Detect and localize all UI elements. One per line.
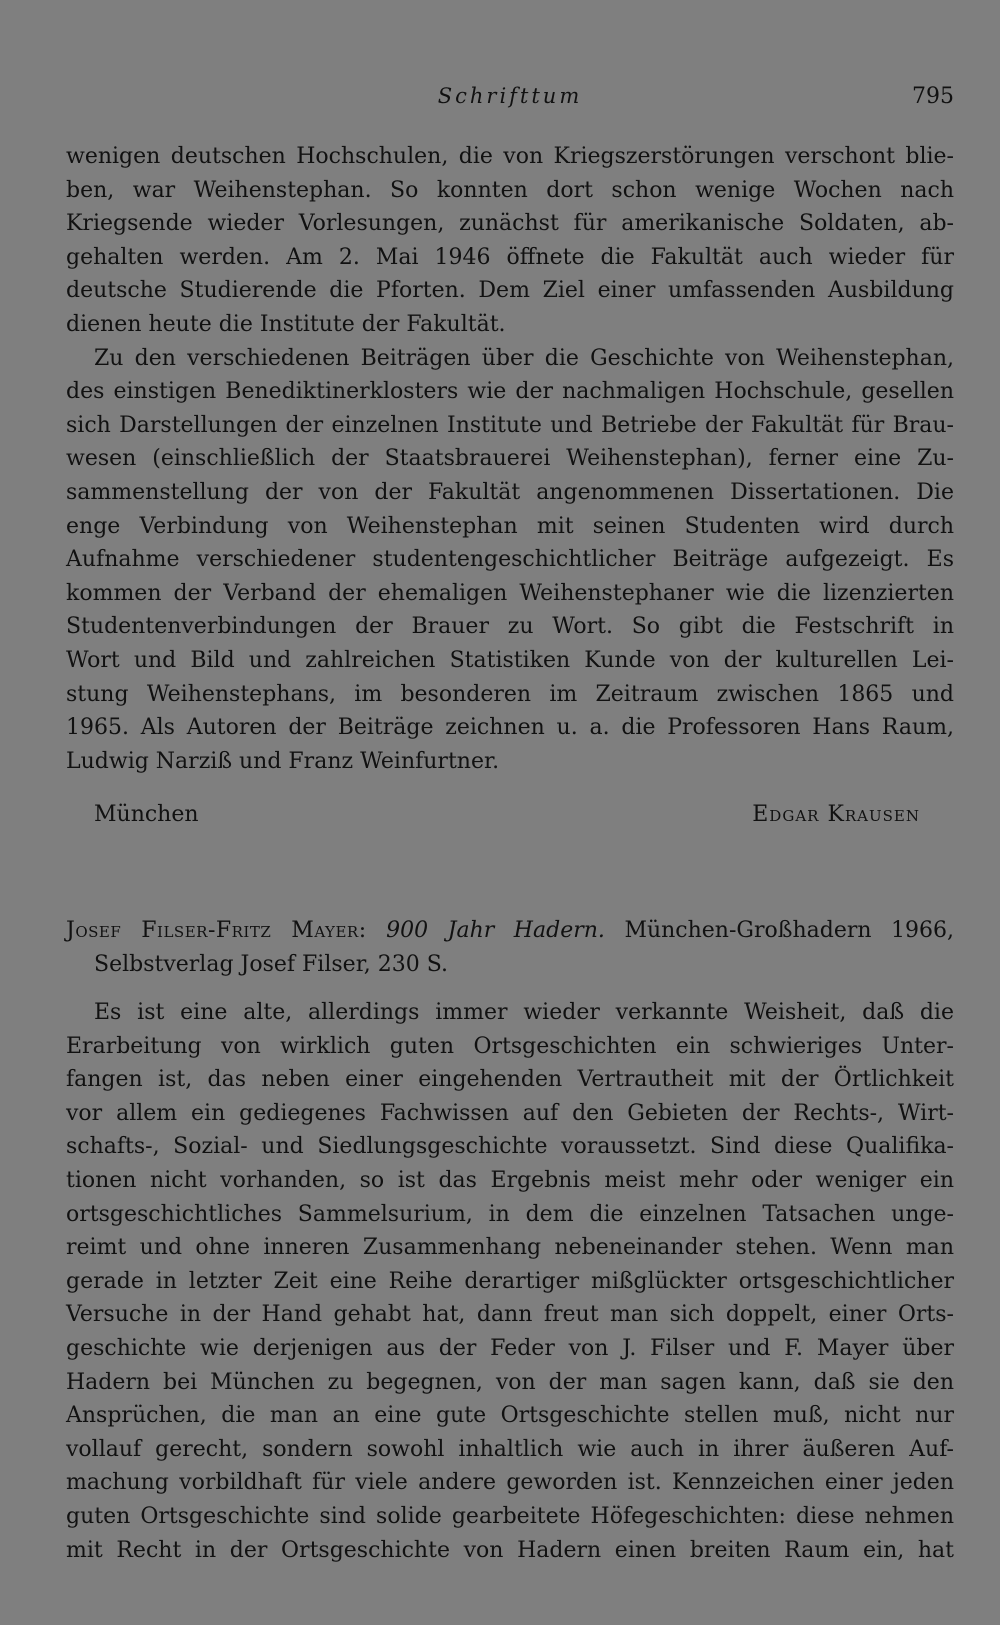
signoff-author: Edgar Krausen: [752, 802, 920, 827]
text-line: des einstigen Benediktinerklosters wie der nachmaligen Hochschule, gesellen: [66, 379, 954, 405]
text-line: fangen ist, das neben einer eingehenden Vertrautheit mit der Örtlichkeit: [66, 1067, 954, 1093]
text-line: guten Ortsgeschichte sind solide gearbeitete Höfegeschichten: diese nehmen: [66, 1503, 954, 1529]
running-title: Schrifttum: [437, 84, 583, 108]
text-line: enge Verbindung von Weihenstephan mit seinen Studenten wird durch: [66, 513, 954, 539]
text-line: ben, war Weihenstephan. So konnten dort schon wenige Wochen nach: [66, 177, 954, 203]
text-line: geschichte wie derjenigen aus der Feder von J. Filser und F. Mayer über: [66, 1335, 954, 1361]
text-line: 1965. Als Autoren der Beiträge zeichnen u. a. die Professoren Hans Raum,: [66, 715, 954, 741]
page-header: [66, 84, 954, 116]
text-line: wesen (einschließlich der Staatsbrauerei Weihenstephan), ferner eine Zu-: [66, 446, 954, 472]
text-line: vollauf gerecht, sondern sowohl inhaltlich wie auch in ihrer äußeren Auf-: [66, 1436, 954, 1462]
text-line: Ansprüchen, die man an eine gute Ortsgeschichte stellen muß, nicht nur: [66, 1403, 954, 1429]
text-line: Versuche in der Hand gehabt hat, dann freut man sich doppelt, einer Orts-: [66, 1302, 954, 1328]
text-line: dienen heute die Institute der Fakultät.: [66, 311, 506, 337]
text-line: Hadern bei München zu begegnen, von der man sagen kann, daß sie den: [66, 1369, 954, 1395]
page-number: 795: [912, 84, 954, 109]
text-line: mit Recht in der Ortsgeschichte von Hadern einen breiten Raum ein, hat: [66, 1537, 954, 1563]
signoff-place: München: [94, 802, 199, 827]
text-line: gehalten werden. Am 2. Mai 1946 öffnete die Fakultät auch wieder für: [66, 244, 954, 270]
citation-line: [66, 914, 954, 948]
text-line: Zu den verschiedenen Beiträgen über die Geschichte von Weihenstephan,: [94, 345, 954, 371]
review-two-body: [66, 996, 954, 1567]
text-line: sich Darstellungen der einzelnen Institute und Betriebe der Fakultät für Brau-: [66, 412, 954, 438]
text-line: reimt und ohne inneren Zusammenhang nebeneinander stehen. Wenn man: [66, 1235, 954, 1261]
text-line: deutsche Studierende die Pforten. Dem Ziel einer umfassenden Ausbildung: [66, 278, 954, 304]
text-line: stung Weihenstephans, im besonderen im Zeitraum zwischen 1865 und: [66, 681, 954, 707]
review-two-citation: [66, 914, 954, 981]
citation-authors: Josef Filser-Fritz Mayer:: [66, 918, 367, 943]
text-line: Studentenverbindungen der Brauer zu Wort. So gibt die Festschrift in: [66, 614, 954, 640]
text-line: Wort und Bild und zahlreichen Statistiken Kunde von der kulturellen Lei-: [66, 647, 954, 673]
text-line: Es ist eine alte, allerdings immer wieder verkannte Weisheit, daß die: [94, 1000, 954, 1025]
text-line: wenigen deutschen Hochschulen, die von Kriegszerstörungen verschont blie-: [66, 144, 954, 169]
text-line: sammenstellung der von der Fakultät angenommenen Dissertationen. Die: [66, 479, 954, 505]
text-line: Kriegsende wieder Vorlesungen, zunächst für amerikanische Soldaten, ab-: [66, 211, 954, 237]
text-line: Ludwig Narziß und Franz Weinfurtner.: [66, 748, 500, 774]
citation-publication: München-Großhadern 1966,: [624, 918, 955, 943]
citation-line: Selbstverlag Josef Filser, 230 S.: [94, 951, 449, 977]
text-line: kommen der Verband der ehemaligen Weihenstephaner wie die lizenzierten: [66, 580, 954, 606]
text-line: gerade in letzter Zeit eine Reihe derartiger mißglückter ortsgeschichtlicher: [66, 1268, 954, 1294]
text-line: tionen nicht vorhanden, so ist das Ergebnis meist mehr oder weniger ein: [66, 1167, 954, 1193]
text-line: Erarbeitung von wirklich guten Ortsgeschichten ein schwieriges Unter-: [66, 1033, 954, 1059]
text-line: schafts-, Sozial- und Siedlungsgeschichte voraussetzt. Sind diese Qualifika-: [66, 1134, 954, 1160]
text-line: Aufnahme verschiedener studentengeschichtlicher Beiträge aufgezeigt. Es: [66, 547, 954, 573]
text-line: ortsgeschichtliches Sammelsurium, in dem die einzelnen Tatsachen unge-: [66, 1201, 954, 1227]
citation-title: 900 Jahr Hadern.: [386, 918, 605, 943]
text-line: machung vorbildhaft für viele andere geworden ist. Kennzeichen einer jeden: [66, 1470, 954, 1496]
review-one-body: [66, 140, 954, 778]
text-line: vor allem ein gediegenes Fachwissen auf den Gebieten der Rechts-, Wirt-: [66, 1100, 954, 1126]
